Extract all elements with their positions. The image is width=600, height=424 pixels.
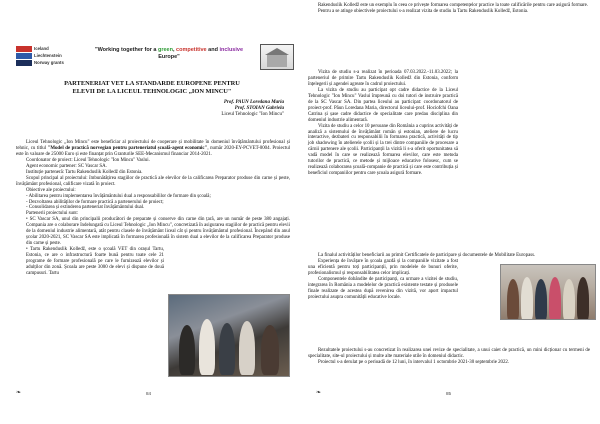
objective-text-1: Abilitarea pentru implementarea învățământului dual a responsabililor de formare din școală; <box>28 193 211 199</box>
right-bottom-text <box>308 348 590 366</box>
page-number-right: 85 <box>446 391 452 396</box>
intro-text-a: Liceul Tehnologic „Ion Mincu" este beneficiar al proiectului de cooperare și mobilitate în domeniul învățământului profesional și tehnic, cu titlul <box>16 140 290 151</box>
title-line-1: PARTENERIAT VET LA STANDARDE EUROPENE PENTRU <box>64 80 240 87</box>
footer-ornament-icon: ❧ <box>316 390 322 396</box>
logo-line-norway: Norway grants <box>34 59 64 65</box>
coordinator-line: Coordonator de proiect: Liceul Tehnologic "Ion Mincu" Vaslui. <box>26 157 150 163</box>
author-school: Liceul Tehnologic "Ion Mincu" <box>221 112 284 118</box>
motto-part2: Europe" <box>158 54 180 60</box>
logo-line-iceland: Iceland <box>34 46 49 51</box>
title-line-2: ELEVII DE LA LICEUL TEHNOLOGIC „ION MINCU" <box>72 88 232 95</box>
intro-text-c: , număr 2020-EY-PCVET-0004. Proiectul este în valoare de 25000 Euro și este finanțat prin Granturile SEE-Mecanismul financiar 2014-2021. <box>16 145 290 157</box>
right-paragraph-9: Proiectul s-a derulat pe o perioadă de 12 luni, în intervalul 1 octombrie 2021-30 septembrie 2022. <box>318 359 510 365</box>
author-1: Prof. PAUN Loredana Maria <box>223 100 284 105</box>
right-paragraph-2: Pentru a se atinge obiectivele proiectului s-a realizat vizita de studiu la Tartu Rakenduslik Kolledž, Estonia. <box>318 8 529 14</box>
person-figure <box>261 325 279 375</box>
right-paragraph-6a: La finalul activităților beneficiarii au primit Certificatele de participare și documentele de Mobilitate Europass. <box>318 253 536 258</box>
objective-item: - Consolidarea și extinderea parteneriat învățământului dual. <box>26 205 145 211</box>
objective-item: - Dezvoltarea abilităților de formare practică a partenerului de proiect; <box>26 199 164 205</box>
partner-tartu-text: Tartu Rakenduslik Kolledž, este o școală VET din orașul Tartu, Estonia, ce are o infrastructură foarte bună pentru toate cele 21 programe de formare profesională pe care le furnizează elevilor și adulților din zonă. Școala are peste 3000 de elevi și dispune de două campusuri. Tartu <box>26 247 164 276</box>
person-figure <box>549 277 561 320</box>
logo-text <box>34 46 64 66</box>
motto-green: green <box>158 47 173 53</box>
page-header <box>14 44 294 72</box>
intro-paragraph <box>16 140 290 158</box>
person-figure <box>521 277 533 320</box>
motto-sep2: and <box>206 47 220 53</box>
author-2: Prof. STOIAN Gabriela <box>234 106 284 112</box>
right-side-text <box>308 253 536 301</box>
objective-text-2: Dezvoltarea abilităților de formare practică a partenerului de proiect; <box>28 199 164 205</box>
right-paragraph-5: Vizita de studiu a celor 10 persoane din România a cuprins activități de analiză a sistemului de învățământ român și estonian, ateliere de lucru interactive, dezbateri cu responsabilii în formarea practică, activități de tip job shadowing în atelierele școlii și la trei dintre companiile de procesare a cărnii partenere ale școlii. Participanții la vizită li s-a oferit oportunitatea să vadă model în care se realizează formarea elevilor, care este metoda tutorilor de practică, ce metode și mijloace educative folosesc, cum se realizează colaborarea școală-companie de practică și care este contribuția și beneficiul companiilor pentru care școala asigură formare. <box>308 123 458 177</box>
footer-ornament-icon: ❧ <box>16 390 22 396</box>
objective-item: - Abilitarea pentru implementarea învățământului dual a responsabililor de formare din școală; <box>26 193 211 199</box>
motto-inclusive: inclusive <box>219 47 244 53</box>
person-figure <box>563 279 575 320</box>
group-photo-left <box>168 294 290 377</box>
partner-institution-line: Instituție parteneră: Tartu Rakenduslik Kolledž din Estonia. <box>26 169 143 175</box>
logo-bars-icon <box>16 46 32 68</box>
article-title <box>40 80 264 96</box>
right-mid-text <box>308 70 458 177</box>
person-figure <box>179 325 195 375</box>
right-paragraph-1: Rakenduslik Kolledž este un exemplu în ceea ce privește formarea competențelor practice la toate calificările pentru care asigură formare. <box>318 3 589 8</box>
motto-competitive: competitive <box>176 47 207 53</box>
right-paragraph-6b: Experiența de învățare în școala gazdă și la companiile vizitate a fost una eficientă pentru toți participanții, prin modelele de bunuri oferite, profesionalismul și responsabilitatea celor implicați. <box>308 258 458 276</box>
partner-tartu: • Tartu Rakenduslik Kolledž, este o școală VET din orașul Tartu, Estonia, ce are o infrastructură foarte bună pentru toate cele 21 programe de formare profesională pe care le furnizează elevilor și adulților din zonă. Școala are peste 3000 de elevi și dispune de două campusuri. Tartu <box>26 247 164 276</box>
partner-vascar: • SC Vascar SA, unul din principalii producători de preparate și conserve din carne din țară, are un număr de peste 380 angajați. Compania are o colaborare îndelungată cu Liceul Tehnologic „Ion Mincu", concretizată în asigurarea stagiilor de practică pentru elevii de la domeniul industrie alimentară, atât pentru clasele de învățământ liceal cât și pentru învățământul profesional. Începând din anul școlar 2020-2021, SC Vascar SA este implicată în formarea profesională în sistem dual a elevilor de la calificarea Preparator produse din carne și peste. <box>26 217 290 247</box>
authors-block <box>180 100 284 119</box>
person-figure <box>577 277 589 320</box>
objective-text-3: Consolidarea și extinderea parteneriat învățământului dual. <box>28 205 145 211</box>
project-title: "Model de practică norvegian pentru parteneriatul școală-agent economic" <box>47 145 208 151</box>
group-photo-right <box>500 264 596 320</box>
partner-vascar-text: SC Vascar SA, unul din principalii producători de preparate și conserve din carne din țară, are un număr de peste 380 angajați. Compania are o colaborare îndelungată cu Liceul Tehnologic „Ion Mincu", concretizată în asigurarea stagiilor de practică pentru elevii de la domeniul industrie alimentară, atât pentru clasele de învățământ liceal cât și pentru învățământul profesional. Începând din anul școlar 2020-2021, SC Vascar SA este implicată în formarea profesională în sistem dual a elevilor de la calificarea Preparator produse din carne și peste. <box>26 217 290 247</box>
economic-agent-line: Agent economic partener: SC Vascar SA. <box>26 163 107 169</box>
person-figure <box>535 279 547 320</box>
right-top-text <box>308 3 590 15</box>
objectives-title: Obiective ale proiectului: <box>26 187 76 193</box>
logo-bar-blue <box>16 53 32 59</box>
left-body-text <box>16 140 290 277</box>
person-figure <box>507 279 519 320</box>
eea-grants-logo <box>14 44 66 70</box>
right-paragraph-3: Vizita de studiu s-a realizat în perioada 07.03.2022.-11.03.2022; la parteneriul de primire Tartu Rakenduslik Kolledž din Estonia, conform înțelegerii și agendei agreate în cadrul proiectului. <box>308 70 458 87</box>
motto-sep1: , <box>172 47 177 53</box>
person-figure <box>219 323 235 375</box>
motto-part1: "Working together for a <box>94 47 158 53</box>
logo-bar-red <box>16 46 32 52</box>
person-figure <box>239 321 255 375</box>
logo-line-liechtenstein: Liechtenstein <box>34 52 62 58</box>
page-number-left: 84 <box>146 391 152 396</box>
school-building-icon <box>260 44 294 70</box>
emblem-body <box>267 55 287 67</box>
partners-title: Partenerii proiectului sunt: <box>26 211 79 217</box>
right-paragraph-7: Componentele dobândite de participanți, ca urmare a vizitei de studiu, integrarea în România a modelelor de practică existente testate și produsele finale realizate de acestea după revenirea din vizită, vor aport impactul proiectului asupra comunității educative locale. <box>308 276 458 300</box>
right-paragraph-4: La vizita de studiu au participat opt cadre didactice de la Liceul Tehnologic "Ion Mincu" Vaslui împreună cu doi tutori de instruire practică de la SC Vascar SA. Din partea liceului au participat: coordonatorul de proiect-prof. Păun Loredana Maria, directorul liceului-prof. Hociofchi Oana Catrina și șase cadre didactice de specialitate care predau disciplina din domeniul industrie alimentară. <box>308 87 458 123</box>
emblem-roof <box>265 48 289 55</box>
right-paragraph-8: Rezultatele proiectului s-au concretizat în realizarea unei revize de specialitate, a unui caiet de practică, un mini dicționar cu termeni de specialitate, site-ul proiectului și multe alte materiale utile în domeniul didactic. <box>308 348 590 359</box>
logo-bar-navy <box>16 60 32 66</box>
eea-motto <box>94 47 244 61</box>
person-figure <box>199 319 215 375</box>
scope-paragraph: Scopul principal al proiectului: îmbunătățirea stagiilor de practică ale elevilor de la calificarea Preparator produse din carne și peste, învățământ profesional, calificare vizată în proiect. <box>16 175 290 187</box>
